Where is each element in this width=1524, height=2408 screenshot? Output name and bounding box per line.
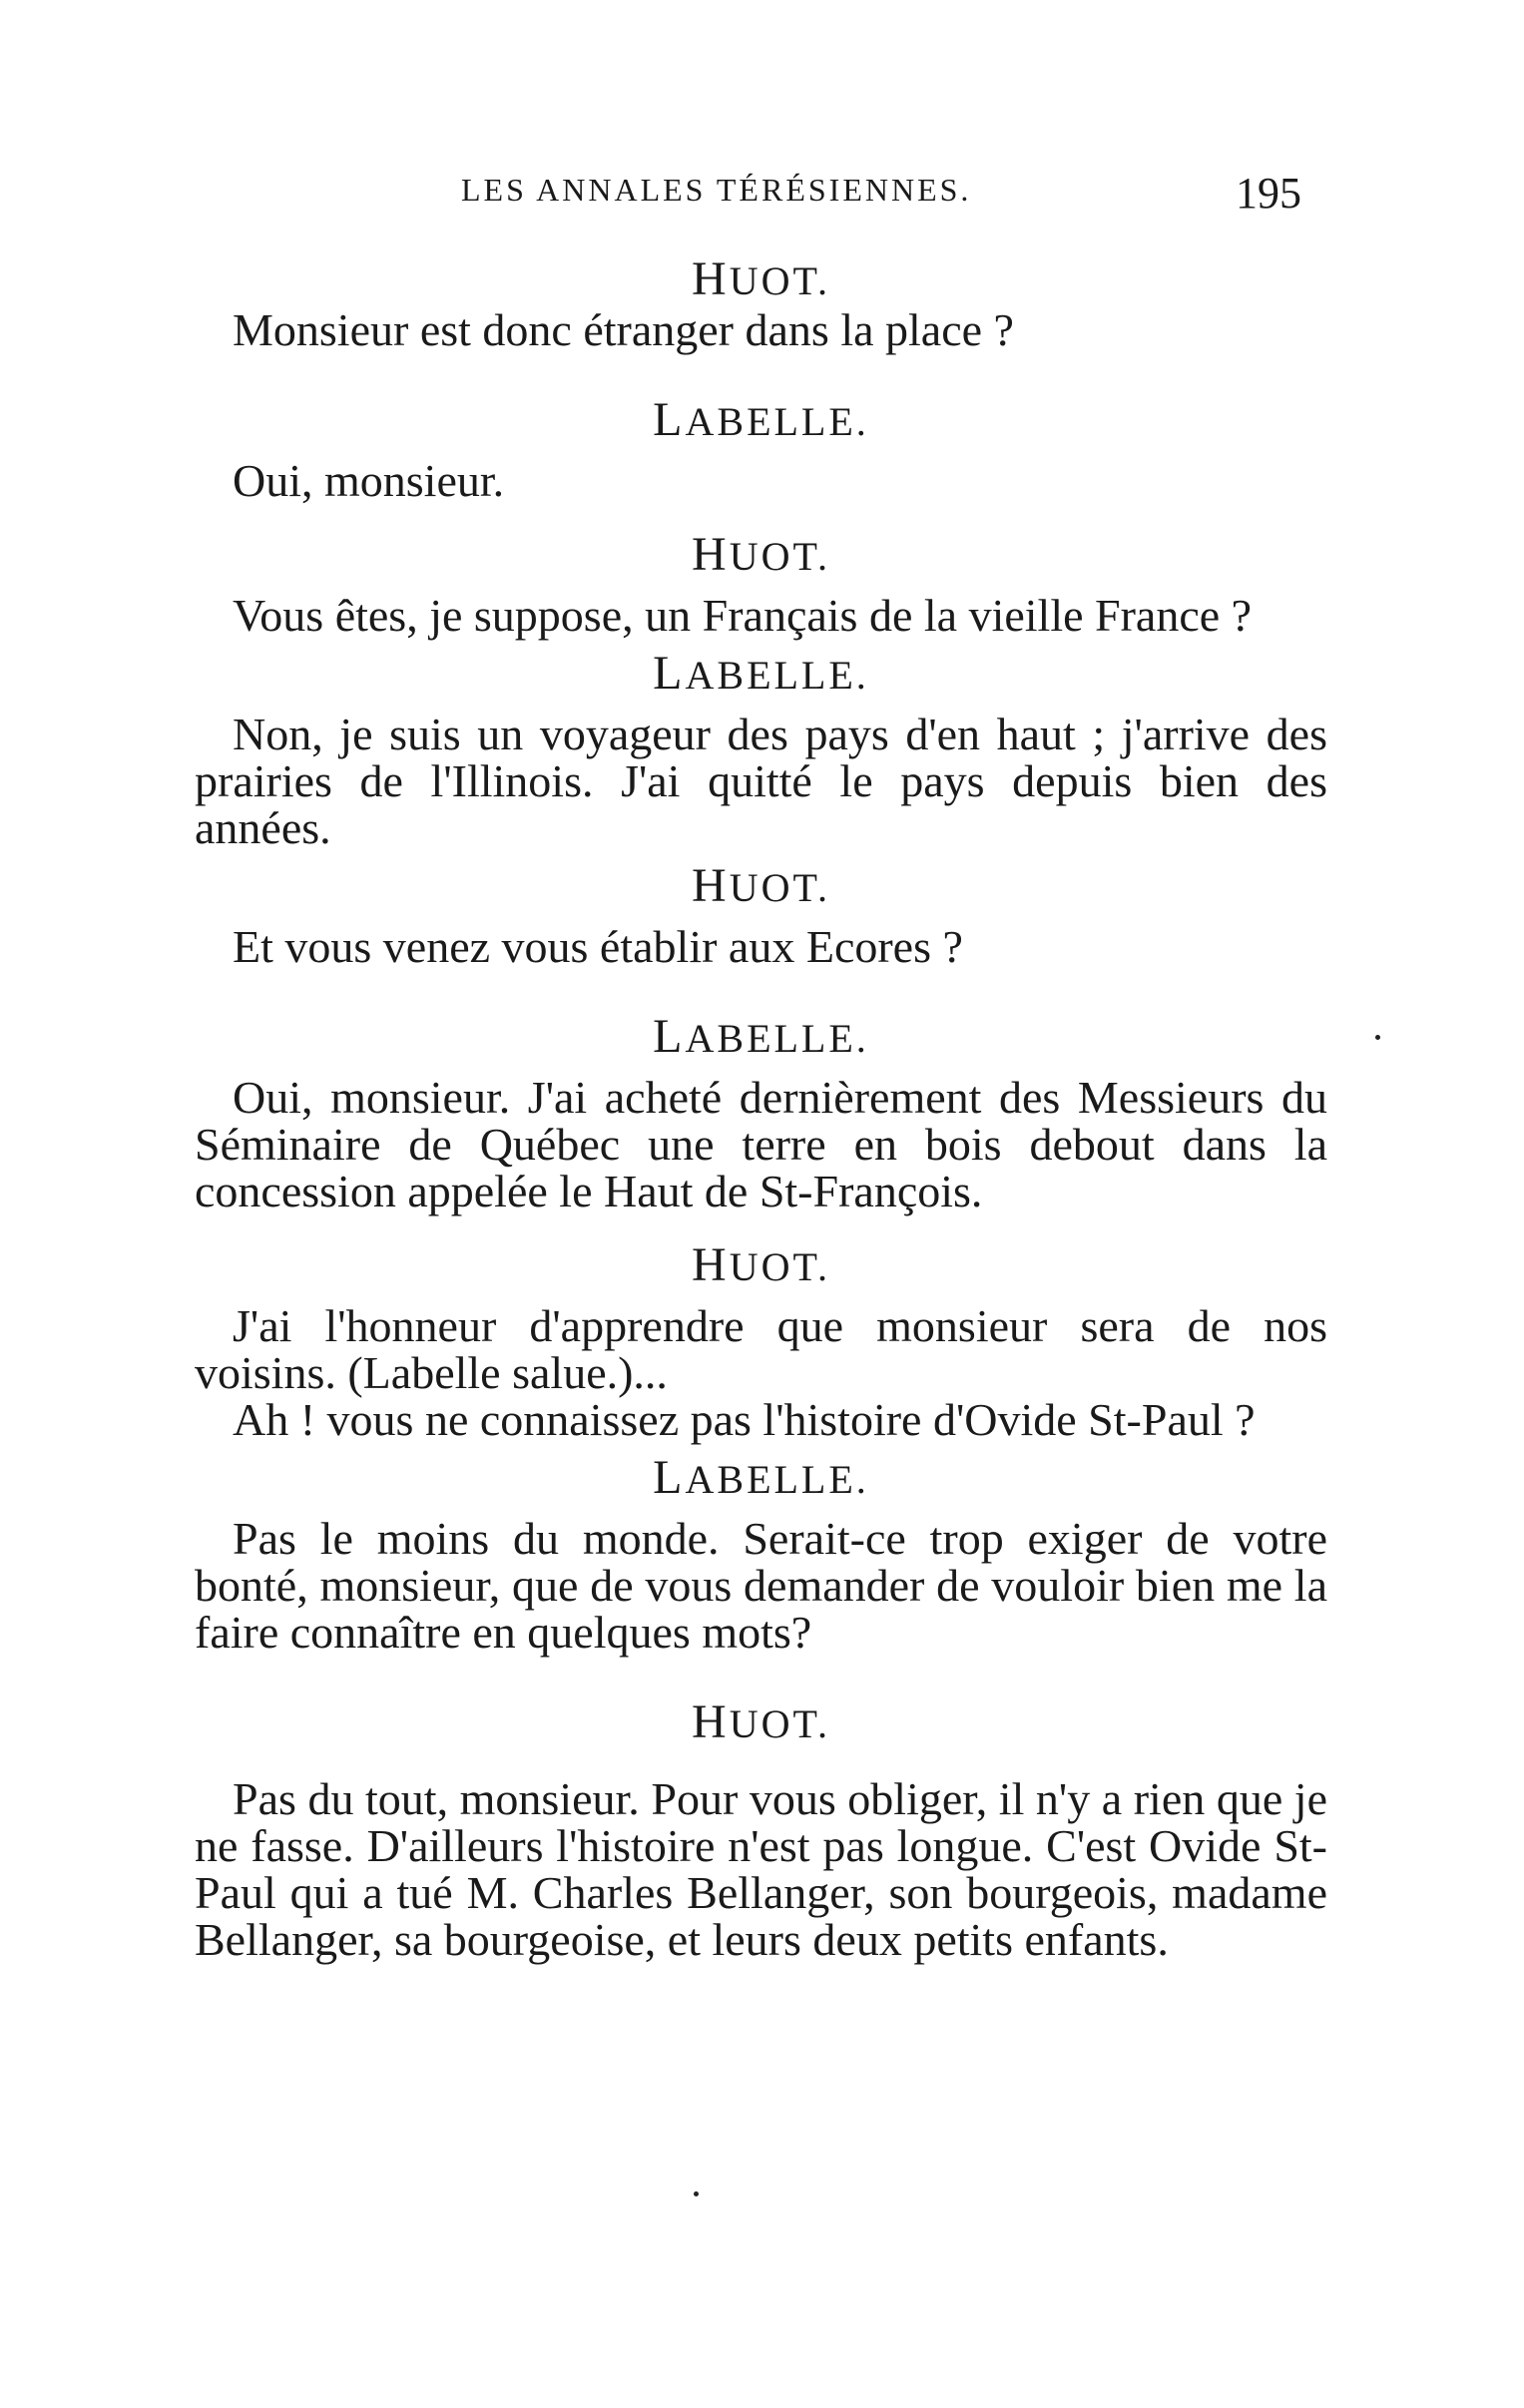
speaker-name: LABELLE. (653, 1010, 869, 1063)
speaker-name: HUOT. (692, 528, 830, 581)
speaker-name: LABELLE. (653, 647, 869, 700)
page-number: 195 (1236, 169, 1301, 218)
speaker-name: LABELLE. (653, 393, 869, 446)
running-title: LES ANNALES TÉRÉSIENNES. (461, 172, 972, 208)
dialogue-line: Pas du tout, monsieur. Pour vous obliger, il n'y a rien que je ne fasse. D'ailleurs l'histoire n'est pas longue. C'est Ovide St-Paul qui a tué M. Charles Bellanger, son bourgeois, madame Bellanger, sa bourgeoise, et leurs deux petits enfants. (195, 1773, 1327, 1965)
dialogue-line: J'ai l'honneur d'apprendre que monsieur sera de nos voisins. (Labelle salue.)... (195, 1300, 1327, 1398)
dialogue-line: Non, je suis un voyageur des pays d'en haut ; j'arrive des prairies de l'Illinois. J'ai quitté le pays depuis bien des années. (195, 709, 1327, 853)
speaker-name: LABELLE. (653, 1451, 869, 1504)
dialogue-line: Et vous venez vous établir aux Ecores ? (233, 921, 963, 972)
speaker-name: HUOT. (692, 1695, 830, 1748)
dialogue-line: Pas le moins du monde. Serait-ce trop exiger de votre bonté, monsieur, que de vous demander de vouloir bien me la faire connaître en quelques mots? (195, 1513, 1327, 1658)
dialogue-text (195, 254, 1327, 1963)
dialogue-line: Oui, monsieur. J'ai acheté dernièrement des Messieurs du Séminaire de Québec une terre en bois debout dans la concession appelée le Haut de St-François. (195, 1072, 1327, 1216)
dialogue-line: Oui, monsieur. (233, 455, 505, 506)
dialogue-line: Ah ! vous ne connaissez pas l'histoire d'Ovide St-Paul ? (233, 1394, 1256, 1445)
speaker-name: HUOT. (692, 859, 830, 912)
speaker-name: HUOT. (692, 252, 830, 305)
dialogue-line: Monsieur est donc étranger dans la place ? (233, 304, 1014, 355)
speaker-name: HUOT. (692, 1238, 830, 1291)
print-speck (694, 2191, 699, 2196)
running-head (200, 168, 1327, 218)
print-speck (1375, 1035, 1380, 1040)
dialogue-line: Vous êtes, je suppose, un Français de la vieille France ? (233, 590, 1253, 641)
